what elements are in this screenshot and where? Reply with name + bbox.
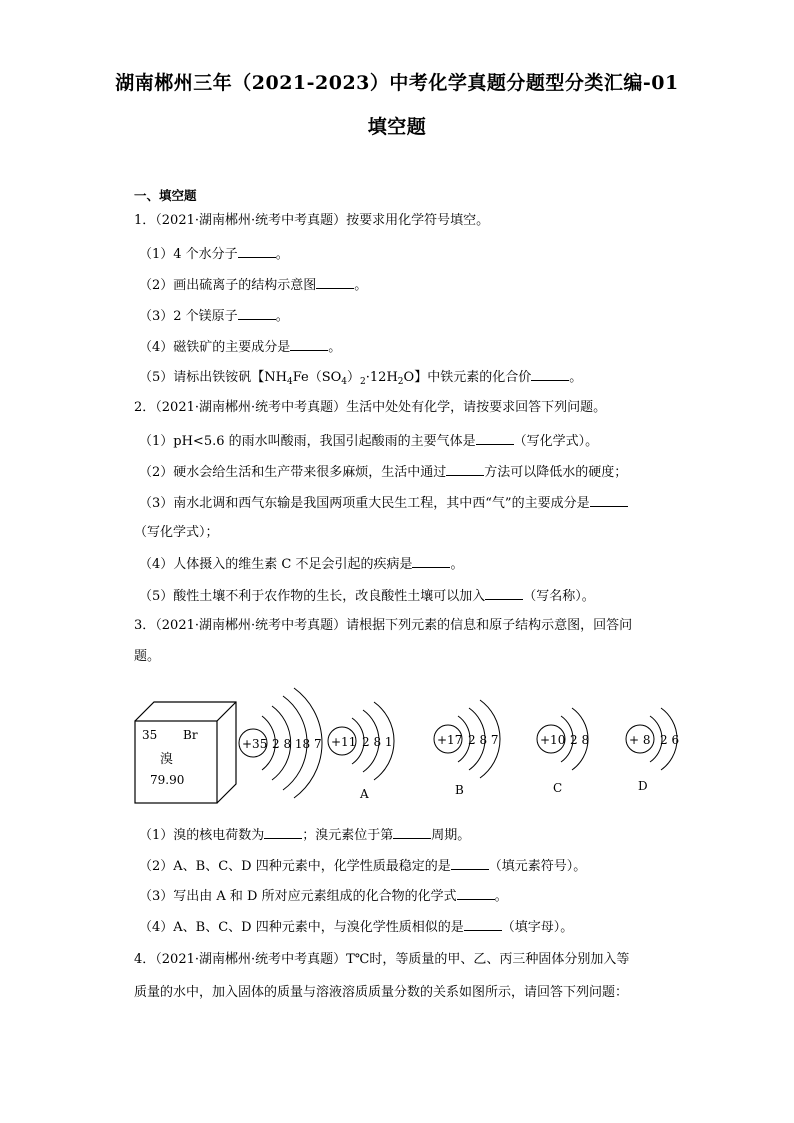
- answer-blank[interactable]: [485, 587, 523, 600]
- atom-c-nucleus: +10: [540, 733, 566, 747]
- atom-a-shells: 2 8 1: [362, 735, 393, 749]
- cube-name: 溴: [160, 752, 174, 767]
- q1-sub5: （5）请标出铁铵矾【$NH_4Fe(SO_4)_2\cdot 12H_2O$】中铁元素的化合价 。: [139, 370, 583, 387]
- answer-blank[interactable]: [451, 857, 489, 870]
- q2-sub5: （5）酸性土壤不利于农作物的生长，改良酸性土壤可以加入 （写名称）。: [139, 589, 595, 604]
- answer-blank[interactable]: [264, 826, 302, 839]
- atom-b-nucleus: +17: [437, 733, 463, 747]
- q2-stem: 2．（2021·湖南郴州·统考中考真题）生活中处处有化学，请按要求回答下列问题。: [134, 400, 607, 415]
- q2-sub2: （2）硬水会给生活和生产带来很多麻烦，生活中通过 方法可以降低水的硬度；: [139, 465, 628, 480]
- atom-a-nucleus: +11: [331, 735, 357, 749]
- answer-blank[interactable]: [476, 432, 514, 445]
- q4-stem: 4．（2021·湖南郴州·统考中考真题）T℃时，等质量的甲、乙、丙三种固体分别加入等: [134, 952, 630, 967]
- atom-d-label: D: [638, 779, 648, 793]
- q2-sub4: （4）人体摄入的维生素 C 不足会引起的疾病是 。: [139, 557, 464, 572]
- q1-stem: 1．（2021·湖南郴州·统考中考真题）按要求用化学符号填空。: [134, 213, 490, 228]
- answer-blank[interactable]: [464, 918, 502, 931]
- element-figure: [0, 680, 794, 820]
- atom-br-shells: 2 8 18 7: [272, 737, 322, 751]
- answer-blank[interactable]: [290, 338, 328, 351]
- q3-sub1: （1）溴的核电荷数为 ；溴元素位于第 周期。: [139, 828, 471, 843]
- atom-b-label: B: [455, 783, 464, 797]
- q4-stem-cont: 质量的水中，加入固体的质量与溶液溶质质量分数的关系如图所示，请回答下列问题：: [134, 985, 629, 1000]
- q1-sub2: （2）画出硫离子的结构示意图 。: [139, 278, 368, 293]
- answer-blank[interactable]: [412, 555, 450, 568]
- q2-sub3: （3）南水北调和西气东输是我国两项重大民生工程，其中西“气”的主要成分是: [139, 494, 628, 513]
- cube-mass: 79.90: [150, 773, 185, 787]
- answer-blank[interactable]: [590, 494, 628, 507]
- atom-d-nucleus: + 8: [629, 733, 651, 747]
- cube-atomic-number: 35: [142, 728, 158, 742]
- section-heading: 一、填空题: [134, 188, 197, 203]
- answer-blank[interactable]: [393, 826, 431, 839]
- answer-blank[interactable]: [531, 368, 569, 381]
- answer-blank[interactable]: [316, 276, 354, 289]
- atom-c-label: C: [553, 781, 563, 795]
- atom-c-shells: 2 8: [570, 733, 590, 747]
- answer-blank[interactable]: [238, 245, 276, 258]
- answer-blank[interactable]: [238, 307, 276, 320]
- answer-blank[interactable]: [457, 887, 495, 900]
- q1-sub4: （4）磁铁矿的主要成分是 。: [139, 340, 342, 355]
- q2-sub1: （1）pH<5.6 的雨水叫酸雨，我国引起酸雨的主要气体是 （写化学式）。: [139, 434, 599, 449]
- q3-sub4: （4）A、B、C、D 四种元素中，与溴化学性质相似的是 （填字母）。: [139, 920, 574, 935]
- q3-stem-cont: 题。: [134, 649, 161, 664]
- q1-sub3: （3）2 个镁原子 。: [139, 309, 289, 324]
- q3-sub2: （2）A、B、C、D 四种元素中，化学性质最稳定的是 （填元素符号）。: [139, 859, 587, 874]
- answer-blank[interactable]: [446, 463, 484, 476]
- q3-sub3: （3）写出由 A 和 D 所对应元素组成的化合物的化学式 。: [139, 889, 508, 904]
- doc-title-line1: 湖南郴州三年（2021-2023）中考化学真题分题型分类汇编-01: [115, 72, 679, 94]
- atom-a-label: A: [360, 787, 369, 801]
- q1-sub1: （1）4 个水分子 。: [139, 247, 289, 262]
- element-cube: [135, 702, 236, 803]
- cube-symbol: Br: [183, 728, 198, 742]
- q3-stem: 3．（2021·湖南郴州·统考中考真题）请根据下列元素的信息和原子结构示意图，回答问: [134, 618, 633, 633]
- atom-br-nucleus: +35: [242, 737, 268, 751]
- doc-title-line2: 填空题: [367, 116, 427, 138]
- atom-d-shells: 2 6: [660, 733, 680, 747]
- q2-sub3-cont: （写化学式）；: [134, 525, 219, 540]
- atom-b-shells: 2 8 7: [468, 733, 499, 747]
